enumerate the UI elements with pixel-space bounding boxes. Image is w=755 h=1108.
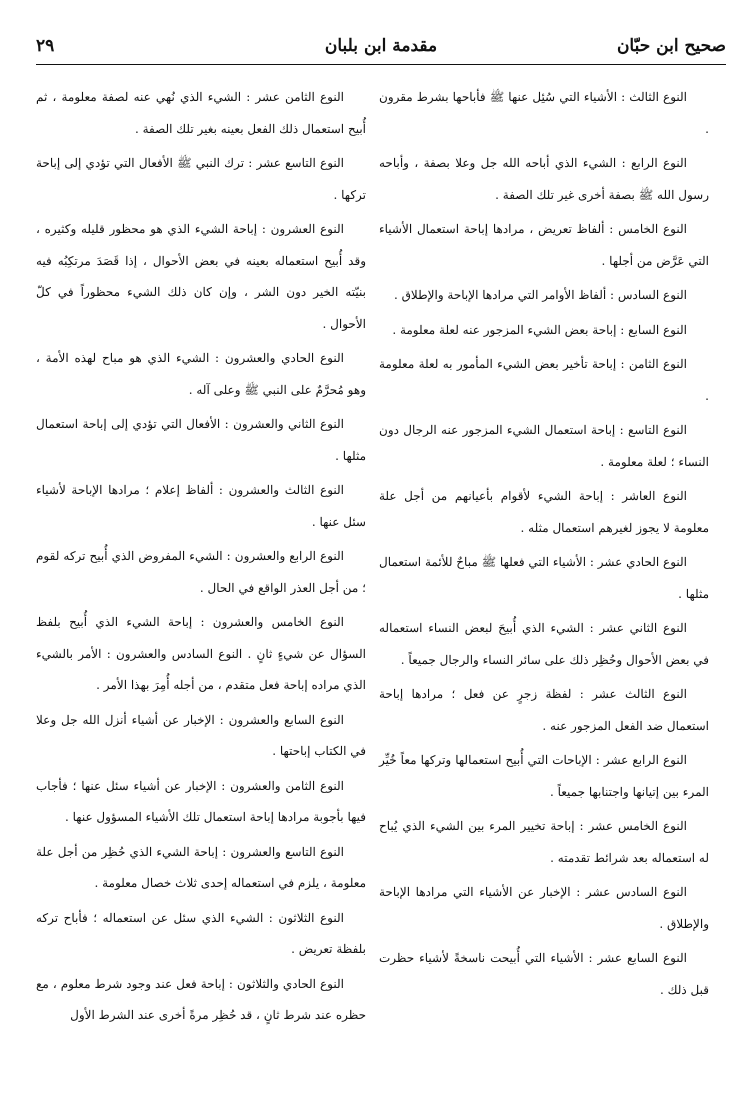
entry: النوع التاسع : إباحة استعمال الشيء المزجور عنه الرجال دون النساء ؛ لعلة معلومة . bbox=[379, 423, 709, 469]
entry: النوع العشرون : إباحة الشيء الذي هو محظور قليله وكثيره ، وقد أُبيح استعماله بعينه في بعض الأحوال ، إذا قَصَدَ مرتكِبُه فيه بنيّته الخير دون الشر ، وإن كان ذلك الشيء محظوراً في كلّ الأحوال . bbox=[36, 222, 366, 331]
entry: النوع الحادي والثلاثون : إباحة فعل عند وجود شرط معلوم ، مع حظره عند شرط ثانٍ ، قد حُظِر مرةً أخرى عند الشرط الأول bbox=[36, 976, 366, 1022]
entry: النوع الثاني والعشرون : الأفعال التي تؤدي إلى إباحة استعمال مثلها . bbox=[36, 417, 366, 463]
running-header bbox=[36, 30, 726, 65]
entry: النوع السابع عشر : الأشياء التي أُبيحت ناسخةً لأشياء حظرت قبل ذلك . bbox=[379, 951, 709, 997]
entry: النوع الخامس عشر : إباحة تخيير المرء بين الشيء الذي يُباح له استعماله بعد شرائط تقدمته . bbox=[379, 819, 709, 865]
entry: النوع الثالث عشر : لفظة زجرٍ عن فعل ؛ مرادها إباحة استعمال ضد الفعل المزجور عنه . bbox=[379, 687, 709, 733]
entry: النوع الثالث والعشرون : ألفاظ إعلام ؛ مرادها الإباحة لأشياء سئل عنها . bbox=[36, 483, 366, 529]
book-title: صحيح ابن حبّان bbox=[616, 36, 726, 56]
entry: النوع السابع : إباحة بعض الشيء المزجور عنه لعلة معلومة . bbox=[392, 322, 687, 337]
right-column bbox=[379, 82, 709, 1082]
entry: النوع الثامن والعشرون : الإخبار عن أشياء سئل عنها ؛ فأجاب فيها بأجوبة مرادها إباحة استعمال تلك الأشياء المسؤول عنها . bbox=[36, 778, 366, 824]
entry: النوع الحادي عشر : الأشياء التي فعلها ﷺ مباحٌ للأئمة استعمال مثلها . bbox=[379, 555, 709, 601]
entry: النوع التاسع والعشرون : إباحة الشيء الذي حُظِر من أجل علة معلومة ، يلزم في استعماله إحدى ثلاث خصال معلومة . bbox=[36, 844, 366, 890]
entry: النوع الثاني عشر : الشيء الذي أُبيحَ لبعض النساء استعماله في بعض الأحوال وحُظِر ذلك على سائر النساء والرجال جميعاً . bbox=[379, 621, 709, 667]
entry: النوع الثامن عشر : الشيء الذي نُهي عنه لصفة معلومة ، ثم أُبيح استعمال ذلك الفعل بعينه بغير تلك الصفة . bbox=[36, 90, 366, 136]
entry: النوع الرابع : الشيء الذي أباحه الله جل وعلا بصفة ، وأباحه رسول الله ﷺ بصفة أخرى غير تلك الصفة . bbox=[379, 156, 709, 202]
entry: النوع السادس : ألفاظ الأوامر التي مرادها الإباحة والإطلاق . bbox=[393, 288, 687, 302]
entry: النوع الحادي والعشرون : الشيء الذي هو مباح لهذه الأمة ، وهو مُحرَّمٌ على النبي ﷺ وعلى آله . bbox=[36, 351, 366, 397]
entry: النوع الخامس والعشرون : إباحة الشيء الذي أُبيح بلفظ السؤال عن شيءٍ ثانٍ . النوع السادس والعشرون : الأمر بالشيء الذي مراده إباحة فعل متقدم ، من أجله أُمِرَ بهذا الأمر . bbox=[36, 615, 366, 692]
entry: النوع الثامن : إباحة تأخير بعض الشيء المأمور به لعلة معلومة . bbox=[379, 357, 709, 403]
entry: النوع الثلاثون : الشيء الذي سئل عن استعماله ؛ فأباح تركه بلفظة تعريض . bbox=[36, 910, 366, 956]
entry: النوع العاشر : إباحة الشيء لأقوام بأعيانهم من أجل علة معلومة لا يجوز لغيرهم استعمال مثله . bbox=[379, 489, 709, 535]
entry: النوع الرابع والعشرون : الشيء المفروض الذي أُبيح تركه لقوم ؛ من أجل العذر الواقع في الحال . bbox=[36, 549, 366, 595]
entry: النوع السابع والعشرون : الإخبار عن أشياء أنزل الله جل وعلا في الكتاب إباحتها . bbox=[36, 712, 366, 758]
entry: النوع الثالث : الأشياء التي سُئِل عنها ﷺ فأباحها بشرط مقرون . bbox=[379, 90, 709, 136]
left-column bbox=[36, 82, 366, 1082]
entry: النوع الخامس : ألفاظ تعريض ، مرادها إباحة استعمال الأشياء التي عَرَّض من أجلها . bbox=[379, 222, 709, 268]
section-title: مقدمة ابن بلبان bbox=[324, 36, 438, 56]
entry: النوع الرابع عشر : الإباحات التي أُبيح استعمالها وتركها معاً خُيِّر المرء بين إتيانها واجتنابها جميعاً . bbox=[379, 753, 709, 799]
page-number: ٢٩ bbox=[36, 36, 55, 56]
entry: النوع التاسع عشر : ترك النبي ﷺ الأفعال التي تؤدي إلى إباحة تركها . bbox=[36, 156, 366, 202]
entry: النوع السادس عشر : الإخبار عن الأشياء التي مرادها الإباحة والإطلاق . bbox=[379, 885, 709, 931]
